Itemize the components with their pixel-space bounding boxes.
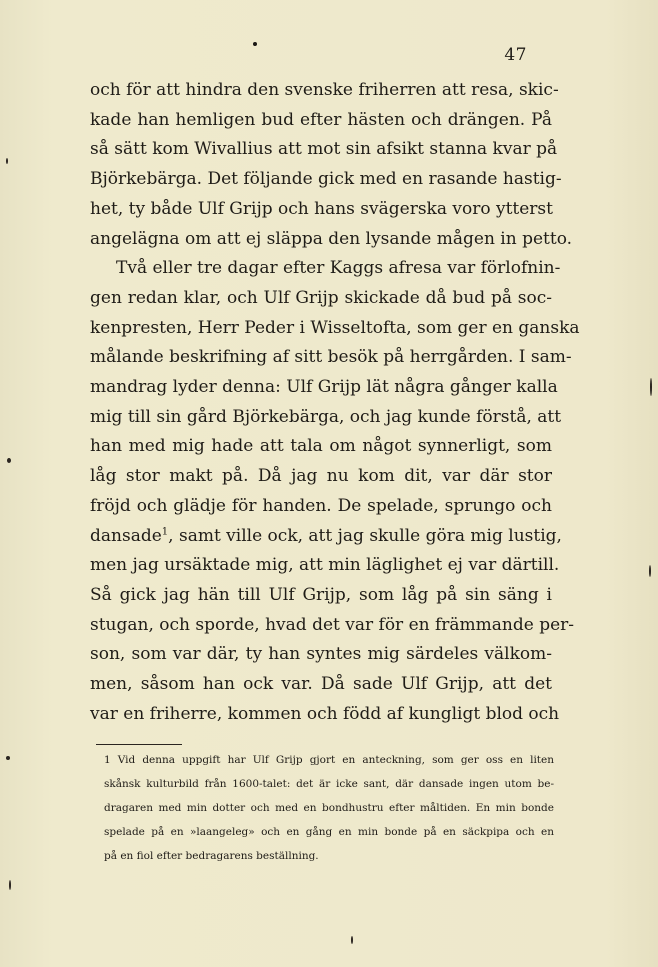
text-line-20: son, som var där, ty han syntes mig särdeles välkom- <box>90 644 552 665</box>
footnote-line-3: dragaren med min dotter och med en bondhustru efter måltiden. En min bonde <box>104 802 554 814</box>
footnote-line-1: 1 Vid denna uppgift har Ulf Grijp gjort en anteckning, som ger oss en liten <box>104 754 554 766</box>
text-line-22: var en friherre, kommen och född af kungligt blod och <box>90 703 560 724</box>
text-line-19: stugan, och sporde, hvad det var för en främmande per- <box>90 614 575 635</box>
margin-mark <box>9 880 11 890</box>
text-line-16-end: , samt ville ock, att jag skulle göra mig lustig, <box>168 525 562 546</box>
footnote <box>104 748 554 868</box>
footnote-divider <box>96 744 182 745</box>
text-line-17: men jag ursäktade mig, att min läglighet ej var därtill. <box>90 555 560 576</box>
margin-mark <box>6 756 10 760</box>
text-line-2: kade han hemligen bud efter hästen och drängen. På <box>90 109 552 130</box>
text-line-6: angelägna om att ej släppa den lysande mågen in petto. <box>90 228 573 249</box>
text-line-9: kenpresten, Herr Peder i Wisseltofta, som ger en ganska <box>90 317 580 338</box>
margin-mark <box>7 458 11 463</box>
text-line-4: Björkebärga. Det följande gick med en rasande hastig- <box>90 169 562 190</box>
footnote-line-4: spelade på en »laangeleg» och en gång en min bonde på en säckpipa och en <box>104 826 554 838</box>
text-line-18: Så gick jag hän till Ulf Grijp, som låg på sin säng i <box>90 584 552 605</box>
text-line-1: och för att hindra den svenske friherren att resa, skic- <box>90 80 559 100</box>
text-line-12: mig till sin gård Björkebärga, och jag kunde förstå, att <box>90 406 562 427</box>
text-line-11: mandrag lyder denna: Ulf Grijp lät några gånger kalla <box>90 377 558 398</box>
footnote-line-2: skånsk kulturbild från 1600-talet: det är icke sant, där dansade ingen utom be- <box>104 778 554 790</box>
footnote-marker: 1 <box>161 525 169 537</box>
text-line-8: gen redan klar, och Ulf Grijp skickade då bud på soc- <box>90 287 552 308</box>
text-line-21: men, såsom han ock var. Då sade Ulf Grijp, att det <box>90 674 552 695</box>
text-line-7: Två eller tre dagar efter Kaggs afresa var förlofnin- <box>116 258 561 279</box>
footnote-line-5: på en fiol efter bedragarens beställning. <box>104 850 319 862</box>
text-line-14: låg stor makt på. Då jag nu kom dit, var där stor <box>90 466 552 487</box>
text-line-10: målande beskrifning af sitt besök på herrgården. I sam- <box>90 347 572 368</box>
margin-mark <box>351 936 353 944</box>
margin-mark <box>649 565 651 577</box>
text-line-13: han med mig hade att tala om något synnerligt, som <box>90 436 552 457</box>
text-line-15: fröjd och glädje för handen. De spelade, sprungo och <box>90 495 552 516</box>
main-text <box>90 76 580 729</box>
page-dot-mark <box>253 42 257 46</box>
text-line-3: så sätt kom Wivallius att mot sin afsikt stanna kvar på <box>90 139 558 160</box>
text-line-5: het, ty både Ulf Grijp och hans svägerska voro ytterst <box>90 198 553 219</box>
page-number: 47 <box>504 45 527 65</box>
margin-mark <box>650 378 652 396</box>
margin-mark <box>6 158 8 164</box>
text-line-16 <box>90 522 562 552</box>
text-line-16-start: dansade <box>90 525 162 546</box>
